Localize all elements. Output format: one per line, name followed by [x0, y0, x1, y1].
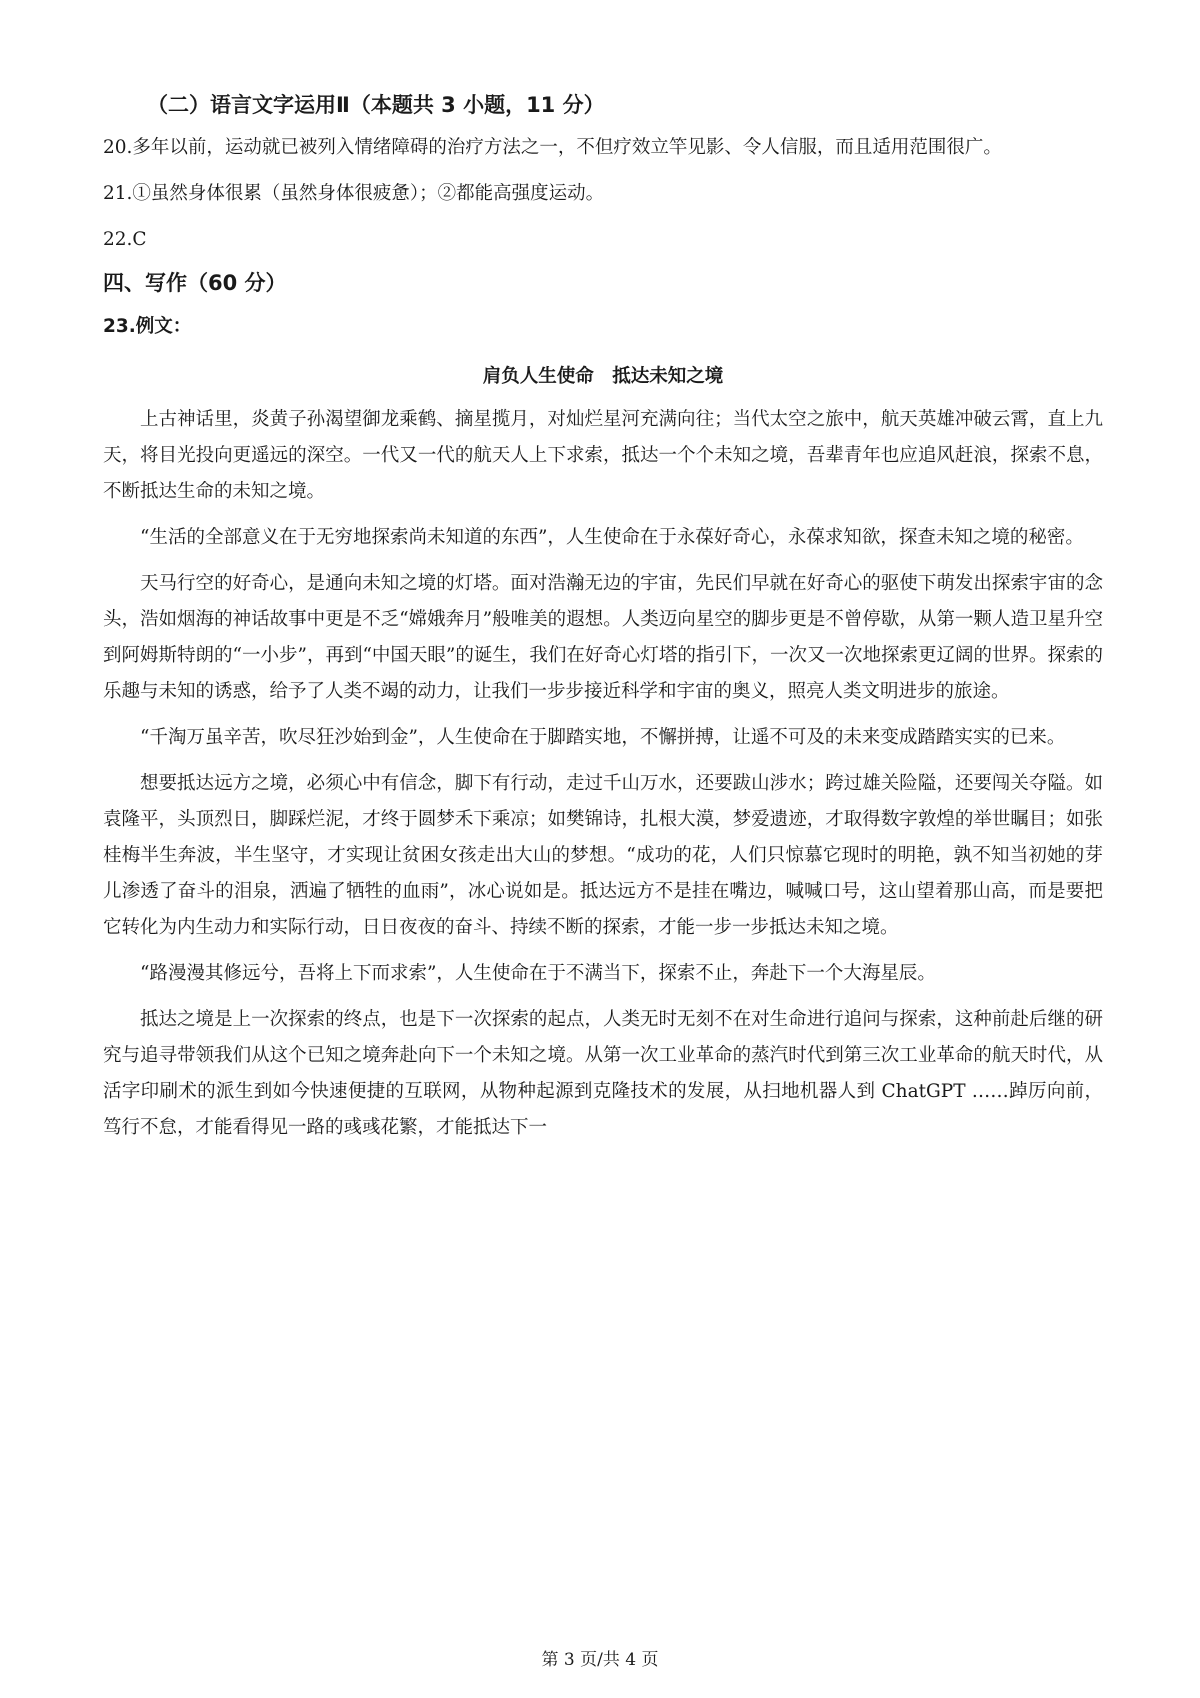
essay-paragraph-4: “千淘万虽辛苦，吹尽狂沙始到金”，人生使命在于脚踏实地，不懈拼搏，让遥不可及的未来变成踏踏实实的已来。	[140, 727, 1066, 748]
essay-paragraph-1: 上古神话里，炎黄子孙渴望御龙乘鹤、摘星揽月，对灿烂星河充满向往；当代太空之旅中，航天英雄冲破云霄，直上九天，将目光投向更遥远的深空。一代又一代的航天人上下求索，抵达一个个未知之境，吾辈青年也应追风赶浪，探索不息，不断抵达生命的未知之境。	[103, 409, 1103, 502]
essay-paragraph-6: “路漫漫其修远兮，吾将上下而求索”，人生使命在于不满当下，探索不止，奔赴下一个大海星辰。	[140, 963, 936, 984]
essay-paragraph-3: 天马行空的好奇心，是通向未知之境的灯塔。面对浩瀚无边的宇宙，先民们早就在好奇心的驱使下萌发出探索宇宙的念头，浩如烟海的神话故事中更是不乏“嫦娥奔月”般唯美的遐想。人类迈向星空的脚步更是不曾停歇，从第一颗人造卫星升空到阿姆斯特朗的“一小步”，再到“中国天眼”的诞生，我们在好奇心灯塔的指引下，一次又一次地探索更辽阔的世界。探索的乐趣与未知的诱惑，给予了人类不竭的动力，让我们一步步接近科学和宇宙的奥义，照亮人类文明进步的旅途。	[103, 573, 1103, 702]
essay-label: 23.例文：	[103, 316, 192, 337]
answer-21: 21.①虽然身体很累（虽然身体很疲惫）；②都能高强度运动。	[103, 183, 605, 204]
essay-paragraph-7: 抵达之境是上一次探索的终点，也是下一次探索的起点，人类无时无刻不在对生命进行追问与探索，这种前赴后继的研究与追寻带领我们从这个已知之境奔赴向下一个未知之境。从第一次工业革命的蒸汽时代到第三次工业革命的航天时代，从活字印刷术的派生到如今快速便捷的互联网，从物种起源到克隆技术的发展，从扫地机器人到 ChatGPT ……踔厉向前，笃行不怠，才能看得见一路的彧彧花繁，才能抵达下一	[103, 1009, 1103, 1138]
essay-paragraph-5: 想要抵达远方之境，必须心中有信念，脚下有行动，走过千山万水，还要跋山涉水；跨过雄关险隘，还要闯关夺隘。如袁隆平，头顶烈日，脚踩烂泥，才终于圆梦禾下乘凉；如樊锦诗，扎根大漠，梦爱遗迹，才取得数字敦煌的举世瞩目；如张桂梅半生奔波，半生坚守，才实现让贫困女孩走出大山的梦想。“成功的花，人们只惊慕它现时的明艳，孰不知当初她的芽儿渗透了奋斗的泪泉，洒遍了牺牲的血雨”，冰心说如是。抵达远方不是挂在嘴边，喊喊口号，这山望着那山高，而是要把它转化为内生动力和实际行动，日日夜夜的奋斗、持续不断的探索，才能一步一步抵达未知之境。	[103, 773, 1103, 938]
document-page	[103, 90, 1103, 1156]
section-heading-language-use: （二）语言文字运用Ⅱ（本题共 3 小题，11 分）	[147, 93, 605, 117]
answer-22: 22.C	[103, 229, 147, 250]
page-number-footer: 第 3 页/共 4 页	[541, 1650, 659, 1670]
answer-20: 20.多年以前，运动就已被列入情绪障碍的治疗方法之一，不但疗效立竿见影、令人信服，而且适用范围很广。	[103, 137, 1002, 158]
section-heading-writing: 四、写作（60 分）	[103, 271, 287, 295]
essay-paragraph-2: “生活的全部意义在于无穷地探索尚未知道的东西”，人生使命在于永葆好奇心，永葆求知欲，探查未知之境的秘密。	[140, 527, 1084, 548]
essay-title: 肩负人生使命 抵达未知之境	[482, 366, 724, 387]
